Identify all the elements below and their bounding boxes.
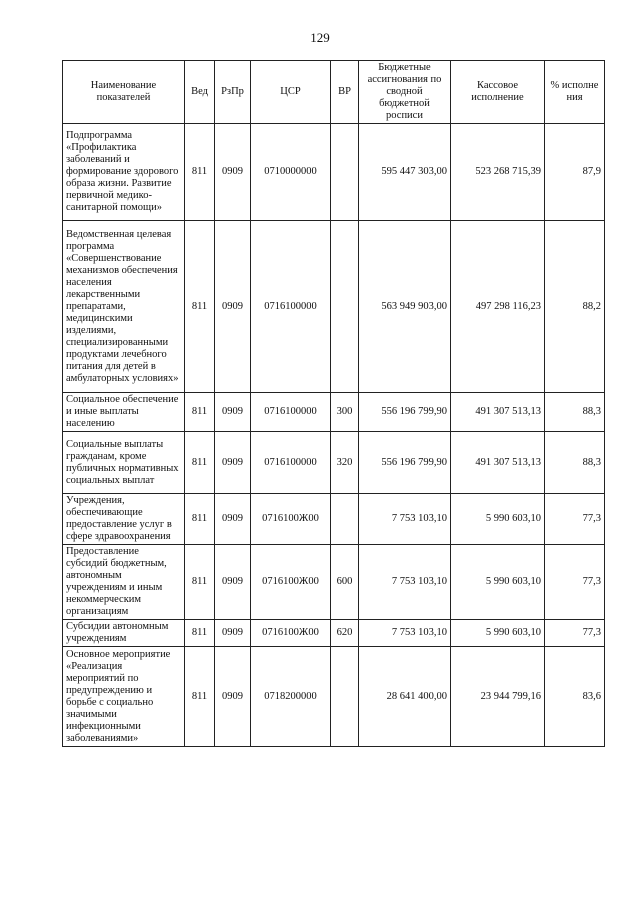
row-percent: 87,9 bbox=[545, 124, 605, 221]
row-rzpr: 0909 bbox=[215, 124, 251, 221]
row-ved: 811 bbox=[185, 647, 215, 747]
page-number: 129 bbox=[310, 30, 330, 45]
row-executed: 23 944 799,16 bbox=[451, 647, 545, 747]
row-name: Учреждения, обеспечивающие предоставление услуг в сфере здравоохранения bbox=[63, 494, 185, 545]
row-assigned: 7 753 103,10 bbox=[359, 620, 451, 647]
header-rzpr: РзПр bbox=[215, 61, 251, 124]
row-ved: 811 bbox=[185, 221, 215, 393]
row-vr bbox=[331, 221, 359, 393]
row-vr: 320 bbox=[331, 432, 359, 494]
row-executed: 5 990 603,10 bbox=[451, 545, 545, 620]
row-csr: 0716100Ж00 bbox=[251, 494, 331, 545]
table-row bbox=[63, 647, 605, 747]
table-row bbox=[63, 432, 605, 494]
row-executed: 5 990 603,10 bbox=[451, 494, 545, 545]
row-rzpr: 0909 bbox=[215, 393, 251, 432]
budget-execution-table bbox=[62, 60, 605, 747]
row-ved: 811 bbox=[185, 432, 215, 494]
header-percent: % исполне ния bbox=[545, 61, 605, 124]
row-percent: 77,3 bbox=[545, 545, 605, 620]
row-csr: 0716100Ж00 bbox=[251, 545, 331, 620]
row-assigned: 595 447 303,00 bbox=[359, 124, 451, 221]
row-executed: 5 990 603,10 bbox=[451, 620, 545, 647]
row-executed: 491 307 513,13 bbox=[451, 393, 545, 432]
row-name: Предоставление субсидий бюджетным, автономным учреждениям и иным некоммерческим организациям bbox=[63, 545, 185, 620]
row-vr: 600 bbox=[331, 545, 359, 620]
row-assigned: 563 949 903,00 bbox=[359, 221, 451, 393]
table-row bbox=[63, 221, 605, 393]
row-assigned: 7 753 103,10 bbox=[359, 494, 451, 545]
header-name: Наименование показателей bbox=[63, 61, 185, 124]
row-assigned: 28 641 400,00 bbox=[359, 647, 451, 747]
row-executed: 491 307 513,13 bbox=[451, 432, 545, 494]
row-percent: 88,3 bbox=[545, 393, 605, 432]
row-percent: 77,3 bbox=[545, 494, 605, 545]
row-vr bbox=[331, 124, 359, 221]
table-row bbox=[63, 620, 605, 647]
table-row bbox=[63, 545, 605, 620]
row-name: Подпрограмма «Профилактика заболеваний и формирование здорового образа жизни. Развитие первичной медико-санитарной помощи» bbox=[63, 124, 185, 221]
row-ved: 811 bbox=[185, 124, 215, 221]
header-assigned: Бюджетные ассигнования по сводной бюджетной росписи bbox=[359, 61, 451, 124]
row-vr bbox=[331, 647, 359, 747]
header-vr: ВР bbox=[331, 61, 359, 124]
row-csr: 0716100000 bbox=[251, 393, 331, 432]
table-row bbox=[63, 393, 605, 432]
row-rzpr: 0909 bbox=[215, 545, 251, 620]
row-csr: 0716100000 bbox=[251, 221, 331, 393]
row-rzpr: 0909 bbox=[215, 221, 251, 393]
row-csr: 0710000000 bbox=[251, 124, 331, 221]
row-rzpr: 0909 bbox=[215, 647, 251, 747]
row-csr: 0716100000 bbox=[251, 432, 331, 494]
row-executed: 497 298 116,23 bbox=[451, 221, 545, 393]
row-ved: 811 bbox=[185, 620, 215, 647]
row-name: Ведомственная целевая программа «Совершенствование механизмов обеспечения населения лекарственными препаратами, медицинскими изделиями, специализированными продуктами лечебного питания для детей в амбулаторных условиях» bbox=[63, 221, 185, 393]
table-row bbox=[63, 124, 605, 221]
table-header-row bbox=[63, 61, 605, 124]
header-executed: Кассовое исполнение bbox=[451, 61, 545, 124]
row-rzpr: 0909 bbox=[215, 432, 251, 494]
row-executed: 523 268 715,39 bbox=[451, 124, 545, 221]
row-percent: 88,2 bbox=[545, 221, 605, 393]
table-row bbox=[63, 494, 605, 545]
row-name: Социальные выплаты гражданам, кроме публичных нормативных социальных выплат bbox=[63, 432, 185, 494]
row-assigned: 556 196 799,90 bbox=[359, 393, 451, 432]
header-csr: ЦСР bbox=[251, 61, 331, 124]
row-vr: 300 bbox=[331, 393, 359, 432]
header-ved: Вед bbox=[185, 61, 215, 124]
row-name: Основное мероприятие «Реализация мероприятий по предупреждению и борьбе с социально значимыми инфекционными заболеваниями» bbox=[63, 647, 185, 747]
row-ved: 811 bbox=[185, 393, 215, 432]
row-percent: 88,3 bbox=[545, 432, 605, 494]
row-name: Субсидии автономным учреждениям bbox=[63, 620, 185, 647]
row-percent: 77,3 bbox=[545, 620, 605, 647]
row-ved: 811 bbox=[185, 545, 215, 620]
row-rzpr: 0909 bbox=[215, 620, 251, 647]
row-assigned: 556 196 799,90 bbox=[359, 432, 451, 494]
row-csr: 0716100Ж00 bbox=[251, 620, 331, 647]
row-csr: 0718200000 bbox=[251, 647, 331, 747]
row-vr bbox=[331, 494, 359, 545]
row-ved: 811 bbox=[185, 494, 215, 545]
row-vr: 620 bbox=[331, 620, 359, 647]
row-percent: 83,6 bbox=[545, 647, 605, 747]
row-name: Социальное обеспечение и иные выплаты населению bbox=[63, 393, 185, 432]
row-assigned: 7 753 103,10 bbox=[359, 545, 451, 620]
row-rzpr: 0909 bbox=[215, 494, 251, 545]
